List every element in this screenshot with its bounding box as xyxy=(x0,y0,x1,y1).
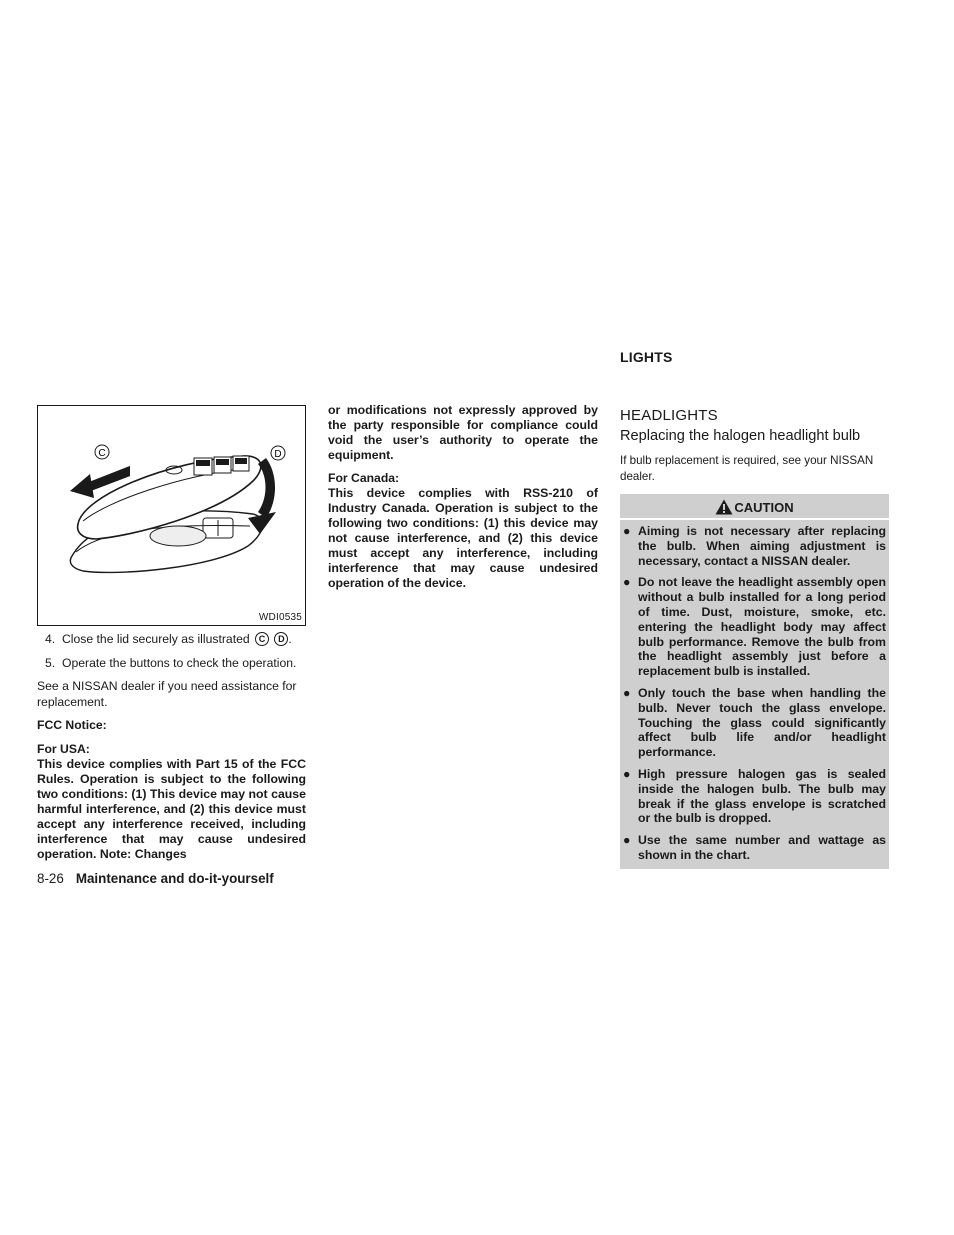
key-fob-lid-drawing xyxy=(38,406,305,625)
step-number: 5. xyxy=(45,656,56,670)
middle-column xyxy=(328,403,598,591)
step-5 xyxy=(37,656,306,671)
caution-list xyxy=(620,520,889,863)
caution-item-text: Aiming is not necessary after replacing the bulb. When aiming adjustment is necessary, contact a NISSAN dealer. xyxy=(638,524,886,568)
left-column xyxy=(37,405,306,862)
page-number: 8-26 xyxy=(37,871,64,886)
caution-item xyxy=(620,686,886,760)
ref-d-icon: D xyxy=(274,632,288,646)
key-fob-illustration xyxy=(37,405,306,626)
lights-heading: LIGHTS xyxy=(620,349,673,365)
bullet-icon: ● xyxy=(623,524,631,538)
fcc-heading: FCC Notice: xyxy=(37,718,107,732)
step-text: Operate the buttons to check the operation. xyxy=(62,656,297,670)
figure-label-c: C xyxy=(98,448,106,459)
continued-text: or modifications not expressly approved by the party responsible for compliance could void the user’s authority to operate the equipment. xyxy=(328,403,598,462)
caution-item-text: Do not leave the headlight assembly open without a bulb installed for a long period of time. Dust, moisture, smoke, etc. entering the headlight body may affect bulb performance. Remove the bulb from the headlight assembly just before a replacement bulb is installed. xyxy=(638,575,886,679)
bullet-icon: ● xyxy=(623,766,631,781)
caution-title: CAUTION xyxy=(734,500,794,515)
ref-c-icon: C xyxy=(255,632,269,646)
figure-code: WDI0535 xyxy=(258,612,302,623)
right-column xyxy=(620,349,889,869)
figure-label-d: D xyxy=(274,449,282,460)
bullet-icon: ● xyxy=(623,833,631,848)
caution-item xyxy=(620,575,886,679)
bullet-icon: ● xyxy=(623,685,631,700)
caution-item-text: Use the same number and wattage as shown in the chart. xyxy=(638,833,886,862)
step-4 xyxy=(37,632,306,647)
intro-text: If bulb replacement is required, see your NISSAN dealer. xyxy=(620,454,874,483)
replacing-bulb-heading: Replacing the halogen headlight bulb xyxy=(620,428,861,444)
step-text: Close the lid securely as illustrated xyxy=(62,632,250,646)
warning-triangle-icon xyxy=(715,499,733,515)
usa-text: This device complies with Part 15 of the FCC Rules. Operation is subject to the following two conditions: (1) This device may not cause harmful interference, and (2) this device must accept any interference received, including interference that may cause undesired operation. Note: Changes xyxy=(37,757,306,861)
caution-item-text: Only touch the base when handling the bulb. Never touch the glass envelope. Touching the glass could significantly affect bulb life and/or headlight performance. xyxy=(638,685,886,760)
section-title: Maintenance and do-it-yourself xyxy=(75,871,274,886)
canada-text: This device complies with RSS-210 of Industry Canada. Operation is subject to the following two conditions: (1) this device may not cause interference, and (2) this device must accept any interference, including interference that may cause undesired operation of the device. xyxy=(328,486,598,590)
step-end: . xyxy=(288,632,292,646)
headlights-heading: HEADLIGHTS xyxy=(620,407,718,424)
caution-item xyxy=(620,524,886,568)
caution-item xyxy=(620,833,886,863)
step-number: 4. xyxy=(45,632,56,646)
bullet-icon: ● xyxy=(623,575,631,590)
caution-box xyxy=(620,494,889,869)
page-footer xyxy=(37,871,274,886)
caution-header xyxy=(620,498,889,520)
dealer-note: See a NISSAN dealer if you need assistance for replacement. xyxy=(37,679,297,709)
caution-item-text: High pressure halogen gas is sealed inside the halogen bulb. The bulb may break if the glass envelope is scratched or the bulb is dropped. xyxy=(638,766,886,826)
canada-heading: For Canada: xyxy=(328,471,400,485)
usa-heading: For USA: xyxy=(37,741,90,756)
caution-item xyxy=(620,767,886,826)
